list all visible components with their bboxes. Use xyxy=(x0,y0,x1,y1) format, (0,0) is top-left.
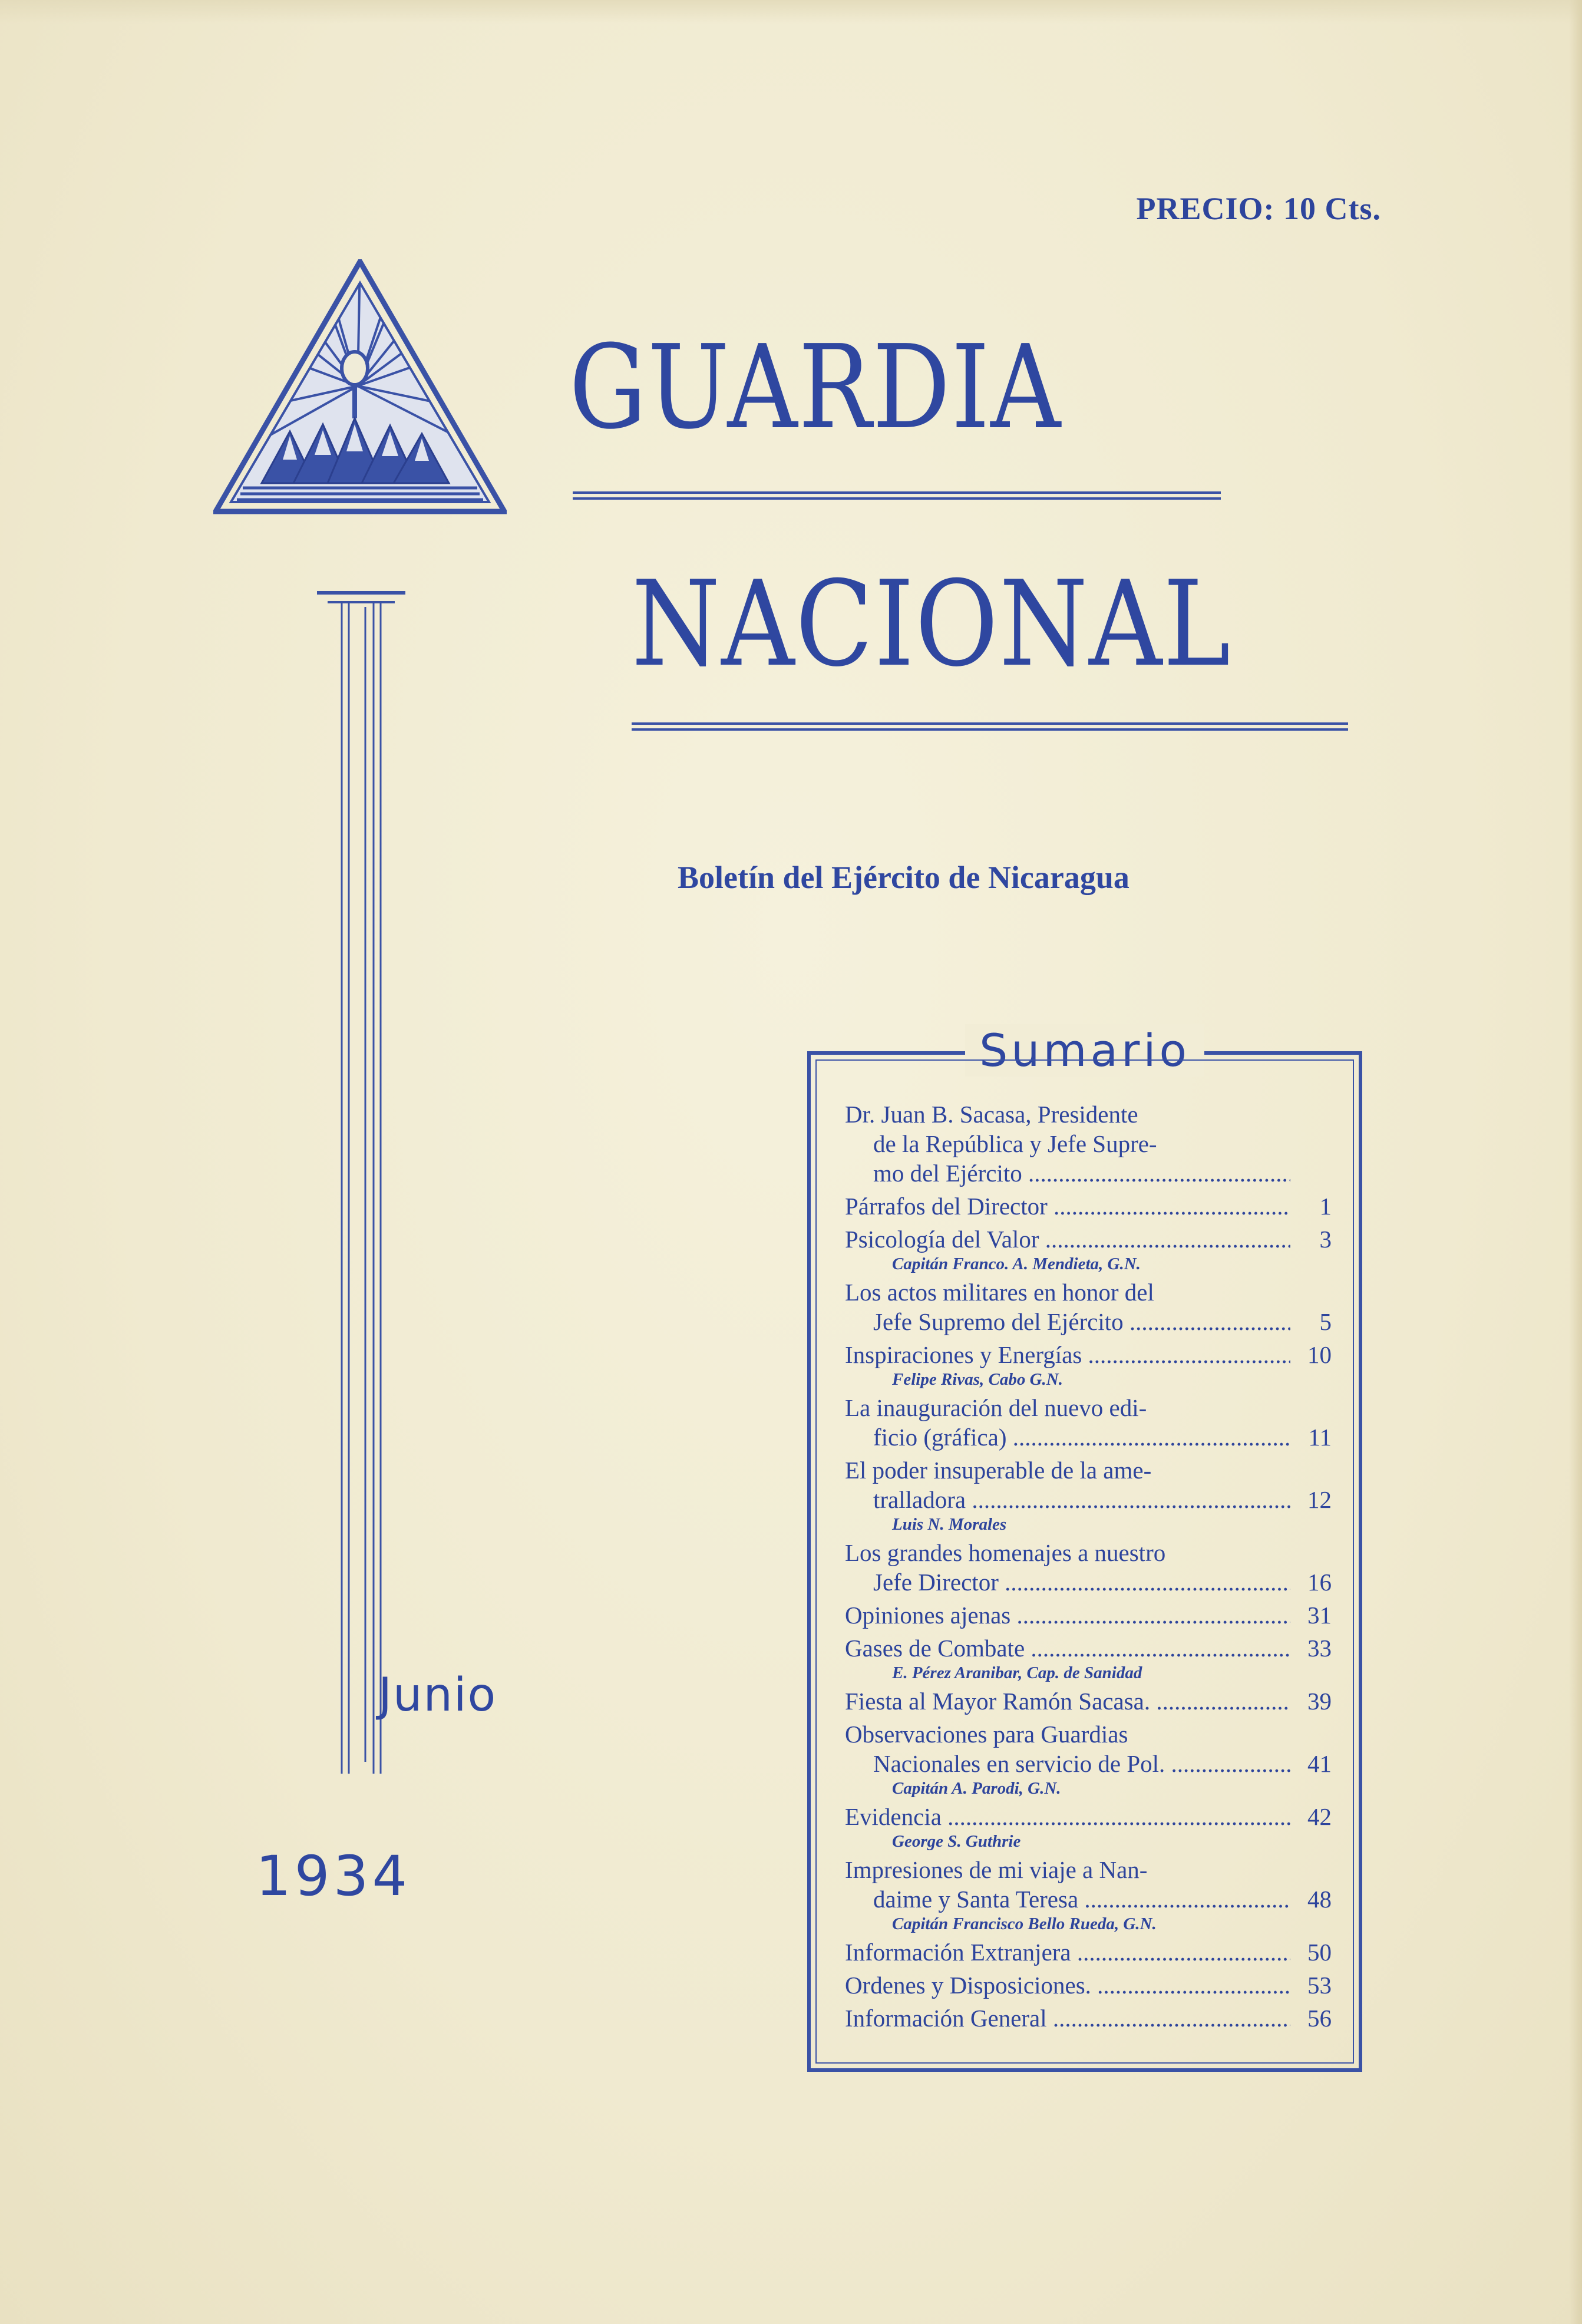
price-label: PRECIO: 10 Cts. xyxy=(1136,191,1381,226)
toc-entry-line: El poder insuperable de la ame- xyxy=(845,1457,1152,1484)
toc-entry xyxy=(845,1224,1332,1254)
toc-entry xyxy=(845,1277,1332,1336)
toc-entry-line: ficio (gráfica) ..... xyxy=(845,1422,1290,1452)
toc-entry-line: Información Extranjera ..... xyxy=(845,1937,1290,1967)
toc-entry-line: Evidencia ..... xyxy=(845,1802,1290,1831)
toc-entry-page: 10 xyxy=(1307,1341,1332,1368)
table-of-contents xyxy=(807,1024,1362,2072)
toc-heading: Sumario xyxy=(965,1024,1204,1077)
toc-entry-author: Luis N. Morales xyxy=(892,1515,1007,1534)
toc-entry-title xyxy=(845,1340,1332,1369)
toc-entry-author: Capitán Franco. A. Mendieta, G.N. xyxy=(892,1255,1141,1273)
toc-entry-line: Observaciones para Guardias xyxy=(845,1721,1128,1748)
toc-entry-title xyxy=(845,1393,1332,1452)
toc-entry-author: George S. Guthrie xyxy=(892,1832,1021,1851)
toc-entry xyxy=(845,1633,1332,1663)
toc-entry xyxy=(845,1393,1332,1452)
toc-entry-title xyxy=(845,1686,1332,1716)
issue-year: 1934 xyxy=(256,1844,411,1909)
toc-entry-line: Inspiraciones y Energías ..... xyxy=(845,1340,1290,1369)
toc-entry-line: Gases de Combate ..... xyxy=(845,1633,1290,1663)
toc-entry-title xyxy=(845,1600,1332,1630)
toc-entry-line: Opiniones ajenas ..... xyxy=(845,1600,1290,1630)
toc-entry xyxy=(845,1937,1332,1967)
toc-entry-title xyxy=(845,1277,1332,1336)
toc-entry-title xyxy=(845,1633,1332,1663)
toc-entry-page: 5 xyxy=(1319,1308,1332,1335)
decorative-column-ornament xyxy=(317,589,405,1780)
toc-entry-title xyxy=(845,1455,1332,1514)
toc-entry-line: Los grandes homenajes a nuestro xyxy=(845,1539,1166,1566)
toc-entry-title xyxy=(845,1719,1332,1778)
toc-spacer xyxy=(845,2033,1332,2036)
toc-entry-line: Impresiones de mi viaje a Nan- xyxy=(845,1856,1148,1883)
toc-entry-line: Jefe Supremo del Ejército ..... xyxy=(845,1307,1290,1336)
toc-entry-page: 31 xyxy=(1307,1602,1332,1629)
toc-entry-page: 33 xyxy=(1307,1635,1332,1662)
toc-entry-title xyxy=(845,1937,1332,1967)
toc-entry-title xyxy=(845,1191,1332,1221)
toc-entries xyxy=(845,1100,1332,2036)
toc-entry-page: 12 xyxy=(1307,1486,1332,1513)
subtitle: Boletín del Ejército de Nicaragua xyxy=(678,860,1129,895)
toc-entry-page: 50 xyxy=(1307,1939,1332,1966)
toc-entry xyxy=(845,1538,1332,1597)
toc-entry-author: E. Pérez Aranibar, Cap. de Sanidad xyxy=(892,1663,1142,1682)
toc-entry-line: Jefe Director ..... xyxy=(845,1567,1290,1597)
toc-entry xyxy=(845,1600,1332,1630)
toc-entry-title xyxy=(845,1100,1332,1188)
toc-entry-line: daime y Santa Teresa ..... xyxy=(845,1884,1290,1914)
top-edge-shading xyxy=(0,0,1582,24)
toc-entry-author: Felipe Rivas, Cabo G.N. xyxy=(892,1370,1063,1389)
toc-entry xyxy=(845,1719,1332,1778)
issue-month: Junio xyxy=(378,1669,497,1722)
toc-entry xyxy=(845,1970,1332,2000)
toc-entry-title xyxy=(845,1538,1332,1597)
toc-entry-line: tralladora ..... xyxy=(845,1485,1290,1514)
toc-entry-title xyxy=(845,1970,1332,2000)
toc-entry xyxy=(845,1100,1332,1188)
toc-entry-line: Psicología del Valor ..... xyxy=(845,1224,1290,1254)
toc-entry-line: Párrafos del Director ..... xyxy=(845,1191,1290,1221)
toc-entry-line: Dr. Juan B. Sacasa, Presidente xyxy=(845,1101,1138,1128)
toc-entry-line: La inauguración del nuevo edi- xyxy=(845,1394,1147,1421)
toc-entry-page: 56 xyxy=(1307,2005,1332,2032)
title-rule-2 xyxy=(632,722,1348,731)
toc-heading-wrap xyxy=(811,1024,1359,1077)
toc-entry xyxy=(845,2003,1332,2033)
toc-entry-author: Capitán A. Parodi, G.N. xyxy=(892,1779,1061,1798)
toc-entry-author: Capitán Francisco Bello Rueda, G.N. xyxy=(892,1914,1157,1933)
toc-entry-page: 41 xyxy=(1307,1750,1332,1777)
toc-entry-page: 48 xyxy=(1307,1886,1332,1913)
toc-entry-line: Ordenes y Disposiciones. ..... xyxy=(845,1970,1290,2000)
masthead-title-line-2: NACIONAL xyxy=(632,556,1231,693)
title-rule-1 xyxy=(573,491,1221,500)
toc-entry-line: mo del Ejército ..... xyxy=(845,1158,1290,1188)
toc-entry-line: Información General ..... xyxy=(845,2003,1290,2033)
toc-entry xyxy=(845,1455,1332,1514)
toc-entry-page: 11 xyxy=(1308,1424,1332,1451)
toc-entry xyxy=(845,1855,1332,1914)
toc-entry-title xyxy=(845,2003,1332,2033)
toc-entry-page: 42 xyxy=(1307,1803,1332,1830)
masthead-title-line-1: GUARDIA xyxy=(569,321,1062,455)
toc-entry xyxy=(845,1802,1332,1831)
toc-entry-line: de la República y Jefe Supre- xyxy=(873,1130,1157,1157)
right-edge-shading xyxy=(1569,0,1582,2324)
toc-entry-title xyxy=(845,1224,1332,1254)
toc-entry-page: 1 xyxy=(1319,1193,1332,1220)
toc-entry-page: 3 xyxy=(1319,1226,1332,1253)
toc-entry xyxy=(845,1686,1332,1716)
toc-entry-page: 39 xyxy=(1307,1688,1332,1715)
toc-entry-title xyxy=(845,1855,1332,1914)
toc-entry-line: Fiesta al Mayor Ramón Sacasa. ..... xyxy=(845,1686,1290,1716)
toc-entry-line: Los actos militares en honor del xyxy=(845,1279,1154,1306)
toc-entry xyxy=(845,1191,1332,1221)
toc-entry-page: 53 xyxy=(1307,1972,1332,1999)
toc-entry xyxy=(845,1340,1332,1369)
toc-entry-page: 16 xyxy=(1307,1569,1332,1596)
toc-entry-title xyxy=(845,1802,1332,1831)
toc-entry-line: Nacionales en servicio de Pol. ..... xyxy=(845,1749,1290,1778)
national-emblem-icon xyxy=(213,259,507,516)
